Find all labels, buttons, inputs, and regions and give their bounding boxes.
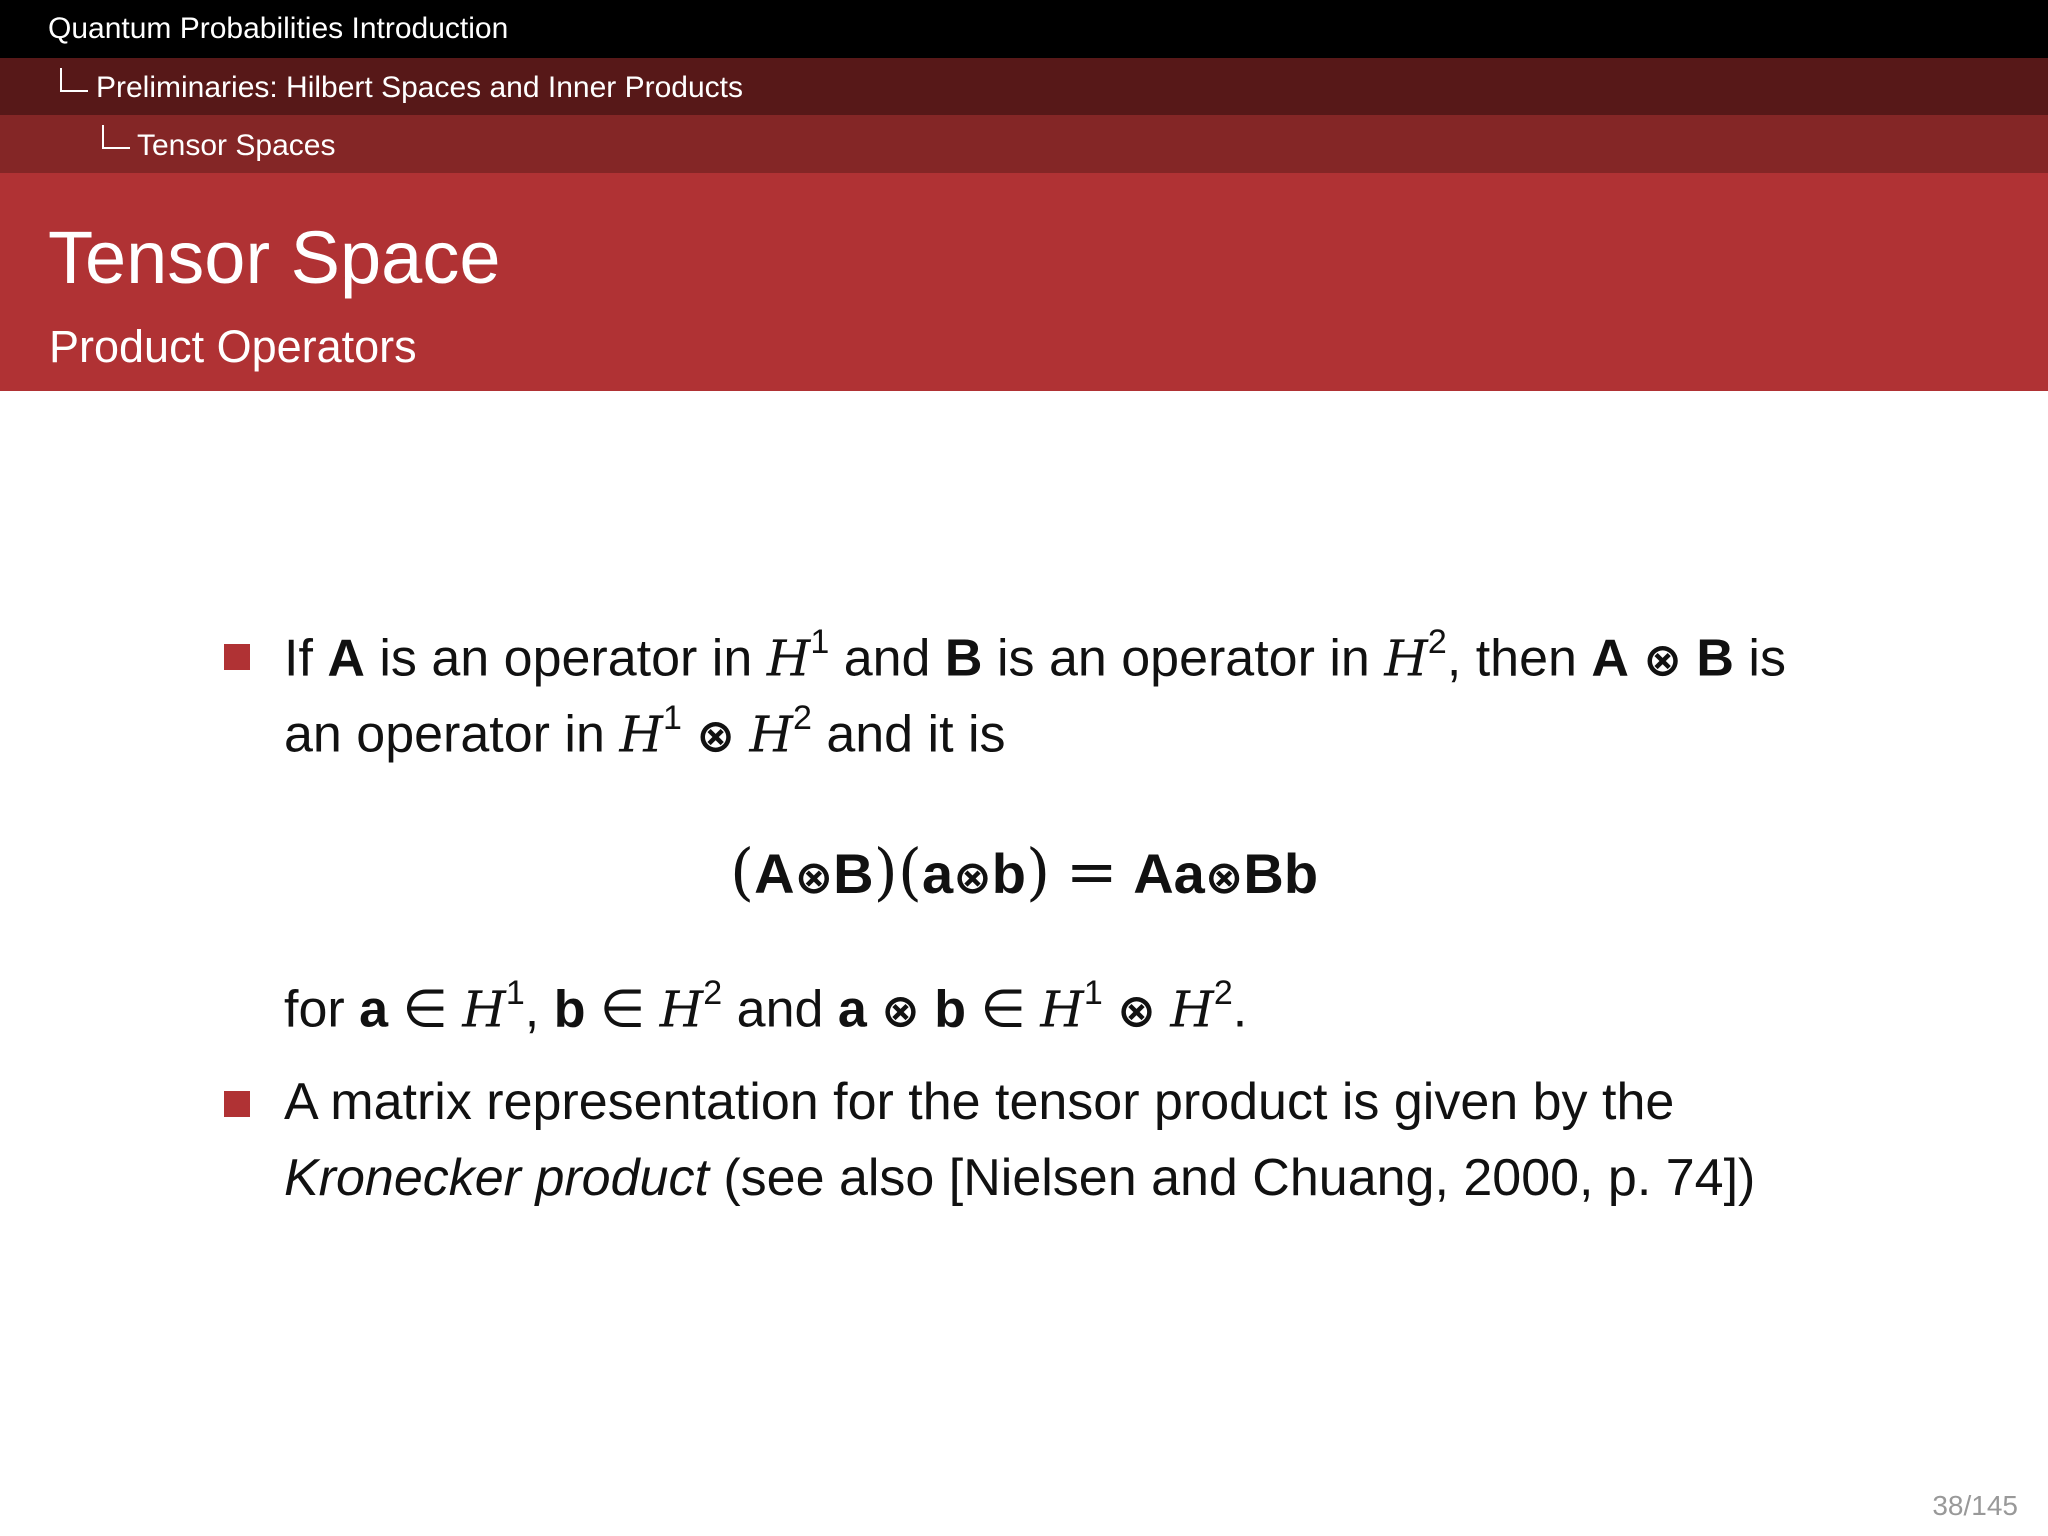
bullet-square-icon — [224, 1091, 250, 1117]
kronecker-product-term: Kronecker product — [284, 1149, 709, 1207]
bullet1-line1: If A is an operator in $H^1$ and B is an operator in $H^2$, then A ⊗ B is — [284, 623, 1786, 688]
header-section-link[interactable]: Quantum Probabilities Introduction — [48, 12, 509, 45]
frame-title-bar — [0, 173, 2048, 391]
bullet1-line2: an operator in $H^1$ ⊗ $H^2$ and it is — [284, 699, 1006, 764]
frame-subtitle: Product Operators — [49, 321, 417, 372]
slide-content — [0, 391, 2048, 1536]
header-section-bar — [0, 0, 2048, 58]
bullet2-line1: A matrix representation for the tensor product is given by the — [284, 1073, 1675, 1131]
display-equation: (A⊗B)(a⊗b) = Aa⊗Bb — [729, 835, 1319, 908]
page-number: 38/145 — [1932, 1490, 2018, 1521]
bullet-square-icon — [224, 644, 250, 670]
header-subsubsection-bar — [0, 115, 2048, 173]
header-subsection-bar — [0, 58, 2048, 115]
citation-text: (see also [Nielsen and Chuang, 2000, p. 74]) — [708, 1149, 1756, 1207]
tree-branch-icon — [60, 68, 88, 92]
header-subsubsection-link[interactable]: Tensor Spaces — [137, 129, 336, 162]
tree-branch-icon — [102, 125, 130, 149]
condition-line: for a ∈ $H^1$, b ∈ $H^2$ and a ⊗ b ∈ $H^1$ ⊗ $H^2$. — [284, 974, 1248, 1039]
header-subsection-link[interactable]: Preliminaries: Hilbert Spaces and Inner Products — [96, 71, 743, 104]
bullet2-line2 — [284, 1149, 1756, 1207]
frame-title: Tensor Space — [48, 216, 501, 299]
